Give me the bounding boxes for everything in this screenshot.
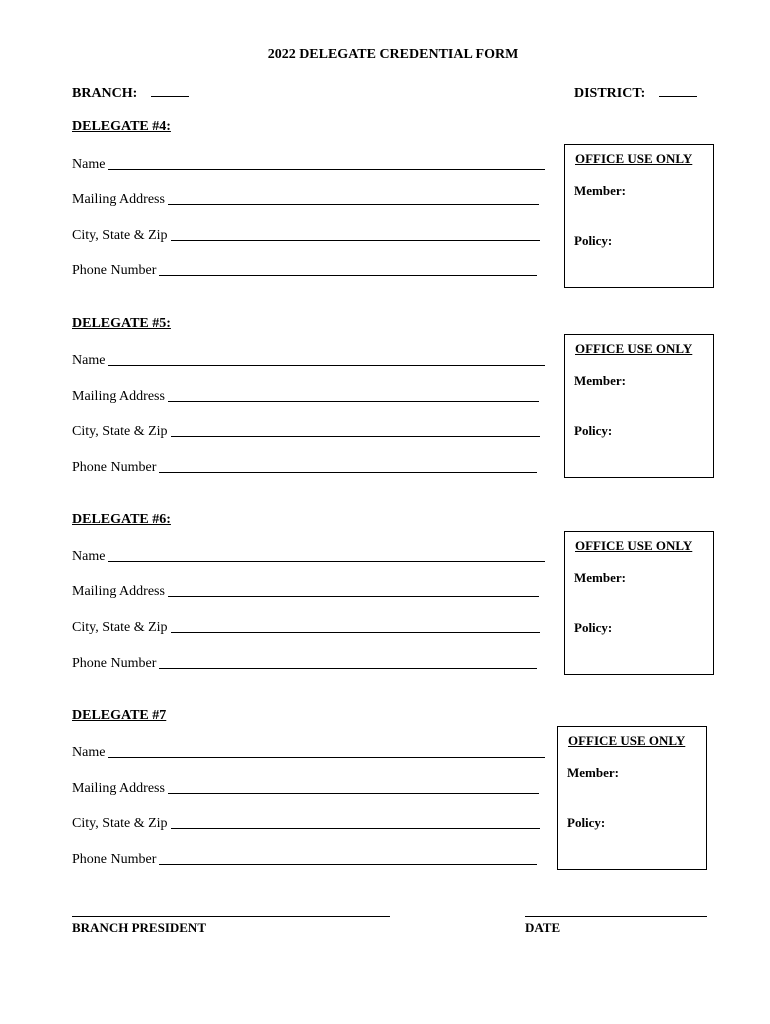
branch-president-signature-line[interactable] (72, 916, 390, 917)
city-state-zip-label: City, State & Zip (72, 228, 168, 243)
mailing-address-field[interactable] (72, 190, 539, 208)
branch-blank[interactable] (151, 84, 189, 97)
city-state-zip-label: City, State & Zip (72, 620, 168, 635)
policy-label: Policy: (574, 233, 613, 248)
branch-field[interactable] (72, 84, 189, 102)
branch-label: BRANCH: (72, 86, 138, 101)
mailing-address-field[interactable] (72, 779, 539, 797)
name-label: Name (72, 353, 106, 368)
office-use-box (564, 144, 714, 288)
delegate-title: DELEGATE #5: (72, 316, 171, 331)
date-label: DATE (525, 920, 561, 935)
member-label: Member: (567, 765, 619, 780)
date-signature-line[interactable] (525, 916, 707, 917)
phone-number-line[interactable] (159, 274, 537, 276)
office-use-heading: OFFICE USE ONLY (568, 733, 686, 748)
mailing-address-line[interactable] (168, 400, 539, 402)
office-use-heading: OFFICE USE ONLY (575, 341, 693, 356)
mailing-address-label: Mailing Address (72, 389, 165, 404)
city-state-zip-label: City, State & Zip (72, 816, 168, 831)
mailing-address-line[interactable] (168, 203, 539, 205)
name-line[interactable] (108, 168, 545, 170)
policy-label: Policy: (574, 423, 613, 438)
city-state-zip-field[interactable] (72, 618, 540, 636)
city-state-zip-line[interactable] (171, 631, 540, 633)
name-line[interactable] (108, 364, 545, 366)
mailing-address-label: Mailing Address (72, 584, 165, 599)
name-field[interactable] (72, 351, 545, 369)
branch-president-label: BRANCH PRESIDENT (72, 920, 206, 935)
policy-label: Policy: (574, 620, 613, 635)
district-field[interactable] (574, 84, 697, 102)
city-state-zip-label: City, State & Zip (72, 424, 168, 439)
mailing-address-line[interactable] (168, 595, 539, 597)
mailing-address-label: Mailing Address (72, 781, 165, 796)
phone-number-field[interactable] (72, 850, 537, 868)
phone-number-line[interactable] (159, 667, 537, 669)
city-state-zip-line[interactable] (171, 435, 540, 437)
district-label: DISTRICT: (574, 86, 646, 101)
mailing-address-field[interactable] (72, 387, 539, 405)
phone-number-field[interactable] (72, 458, 537, 476)
mailing-address-line[interactable] (168, 792, 539, 794)
member-label: Member: (574, 570, 626, 585)
member-label: Member: (574, 183, 626, 198)
office-use-box (564, 334, 714, 478)
name-field[interactable] (72, 547, 545, 565)
phone-number-line[interactable] (159, 471, 537, 473)
name-field[interactable] (72, 155, 545, 173)
name-label: Name (72, 745, 106, 760)
office-use-heading: OFFICE USE ONLY (575, 538, 693, 553)
delegate-title: DELEGATE #6: (72, 512, 171, 527)
name-field[interactable] (72, 743, 545, 761)
office-use-heading: OFFICE USE ONLY (575, 151, 693, 166)
city-state-zip-field[interactable] (72, 422, 540, 440)
policy-label: Policy: (567, 815, 606, 830)
phone-number-label: Phone Number (72, 460, 157, 475)
mailing-address-label: Mailing Address (72, 192, 165, 207)
city-state-zip-line[interactable] (171, 239, 540, 241)
phone-number-field[interactable] (72, 261, 537, 279)
mailing-address-field[interactable] (72, 582, 539, 600)
phone-number-label: Phone Number (72, 656, 157, 671)
name-label: Name (72, 549, 106, 564)
name-line[interactable] (108, 756, 545, 758)
city-state-zip-field[interactable] (72, 226, 540, 244)
member-label: Member: (574, 373, 626, 388)
name-label: Name (72, 157, 106, 172)
district-blank[interactable] (659, 84, 697, 97)
name-line[interactable] (108, 560, 545, 562)
office-use-box (557, 726, 707, 870)
phone-number-label: Phone Number (72, 852, 157, 867)
city-state-zip-line[interactable] (171, 827, 540, 829)
form-title: 2022 DELEGATE CREDENTIAL FORM (267, 47, 519, 62)
phone-number-label: Phone Number (72, 263, 157, 278)
office-use-box (564, 531, 714, 675)
phone-number-line[interactable] (159, 863, 537, 865)
delegate-title: DELEGATE #4: (72, 119, 171, 134)
phone-number-field[interactable] (72, 654, 537, 672)
city-state-zip-field[interactable] (72, 814, 540, 832)
delegate-title: DELEGATE #7 (72, 708, 167, 723)
